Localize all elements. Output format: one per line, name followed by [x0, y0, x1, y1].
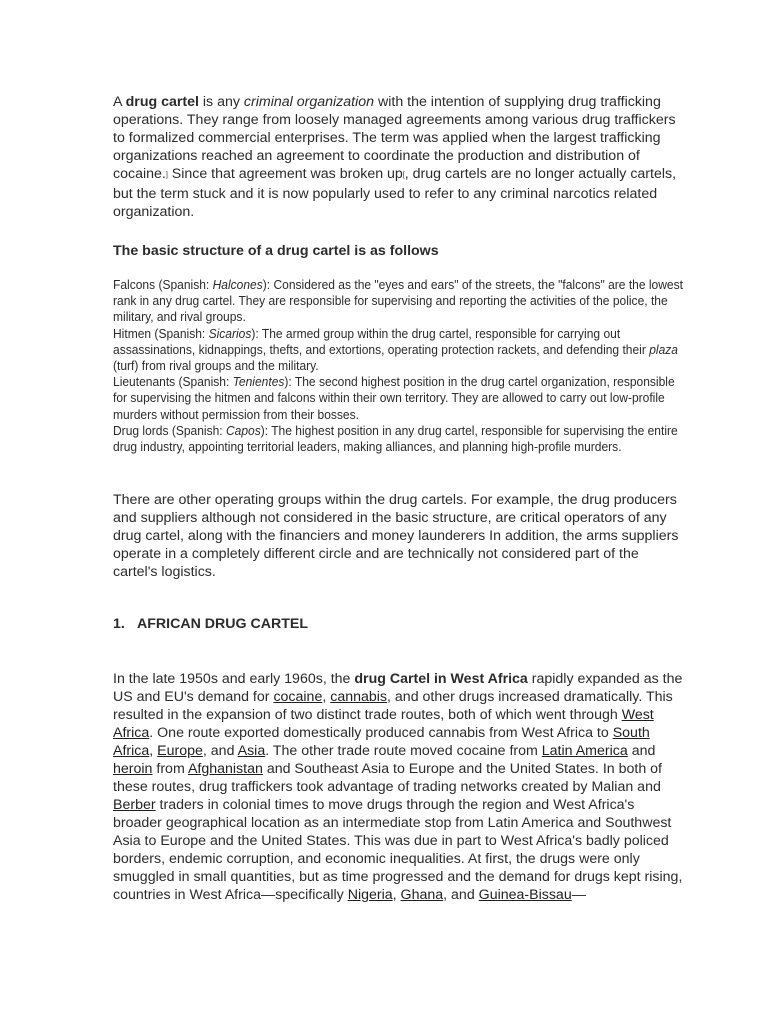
spanish-term: Tenientes	[232, 375, 285, 390]
text: . The other trade route moved cocaine from	[265, 743, 542, 759]
text: ,	[392, 887, 401, 903]
plaza-term: plaza	[649, 342, 678, 357]
link-asia[interactable]: Asia	[237, 743, 266, 759]
text: Since that agreement was broken up	[167, 166, 403, 182]
text: ,	[322, 689, 331, 705]
citation-mark: ]	[165, 172, 168, 179]
text: and Southeast Asia to Europe and the United States. In both of these routes, drug traffickers took advantage of trading networks created by Malian and	[113, 761, 662, 795]
text: , and	[443, 887, 479, 903]
text: Falcons (Spanish:	[113, 278, 213, 292]
text: traders in colonial times to move drugs through the region and West Africa's broader geographical location as an intermediate stop from Latin America and Southwest Asia to Europe and the United States. This was due in part to West Africa's badly policed borders, endemic corruption, and economic inequalities. At first, the drugs were only smuggled in small quantities, but as time progressed and the demand for drugs kept rising, countries in West Africa—specifically	[113, 797, 683, 903]
link-latin-america[interactable]: Latin America	[541, 743, 628, 759]
section-title: AFRICAN DRUG CARTEL	[137, 616, 309, 632]
text: Drug lords (Spanish:	[113, 423, 226, 438]
other-groups-paragraph: There are other operating groups within the drug cartels. For example, the drug producers and suppliers although not considered in the basic structure, are critical operators of any drug cartel, along with the financiers and money launderers In addition, the arms suppliers operate in a completely different circle and are technically not considered part of the cartel's logistics.	[113, 492, 679, 580]
link-berber[interactable]: Berber	[113, 797, 156, 813]
link-cannabis[interactable]: cannabis	[330, 689, 388, 705]
text: and	[627, 743, 656, 759]
link-cocaine[interactable]: cocaine	[273, 689, 323, 705]
spanish-term: Sicarios	[208, 326, 252, 341]
link-west-africa[interactable]: West Africa	[113, 707, 654, 741]
text: with the intention of supplying drug trafficking operations. They range from loosely managed agreements among various drug traffickers to formalized commercial enterprises. The term was applied when the largest trafficking organizations reached an agreement to coordinate the production and distribution of cocaine.	[113, 94, 676, 182]
text: ): The armed group within the drug cartel, responsible for carrying out assassinations, kidnappings, thefts, and extortions, operating protection rackets, and defending their	[113, 326, 650, 357]
link-heroin[interactable]: heroin	[113, 761, 153, 777]
role-drug-lords	[113, 423, 686, 455]
text: In the late 1950s and early 1960s, the	[113, 671, 355, 687]
structure-heading: The basic structure of a drug cartel is as follows	[113, 243, 439, 259]
text: , and	[202, 743, 238, 759]
link-afghanistan[interactable]: Afghanistan	[187, 761, 263, 777]
citation-mark: [	[402, 172, 405, 179]
text: ): Considered as the "eyes and ears" of the streets, the "falcons" are the lowest rank in any drug cartel. They are responsible for supervising and reporting the activities of the police, the military, and rival groups.	[113, 278, 683, 325]
text: A	[113, 94, 126, 110]
text: rapidly expanded as the US and EU's demand for	[113, 671, 683, 705]
west-africa-cartel-term: drug Cartel in West Africa	[354, 671, 528, 687]
link-ghana[interactable]: Ghana	[400, 887, 444, 903]
text: is any	[198, 94, 244, 110]
link-nigeria[interactable]: Nigeria	[347, 887, 393, 903]
link-guinea-bissau[interactable]: Guinea-Bissau	[478, 887, 572, 903]
text: ): The highest position in any drug cartel, responsible for supervising the entire drug industry, appointing territorial leaders, making alliances, and planning high-profile murders.	[113, 423, 678, 455]
african-cartel-paragraph	[113, 670, 683, 904]
text: , and other drugs increased dramatically. This resulted in the expansion of two distinct trade routes, both of which went through	[113, 689, 673, 723]
text: , drug cartels are no longer actually cartels, but the term stuck and it is now popularly used to refer to any criminal narcotics related organization.	[113, 166, 677, 220]
section-heading-african-drug-cartel	[113, 616, 683, 632]
spanish-term: Halcones	[212, 278, 263, 292]
section-number: 1.	[113, 616, 125, 632]
link-south-africa[interactable]: South Africa	[113, 725, 650, 759]
spanish-term: Capos	[225, 423, 261, 438]
role-hitmen	[113, 326, 686, 375]
text: . One route exported domestically produced cannabis from West Africa to	[149, 725, 613, 741]
role-lieutenants	[113, 374, 686, 423]
text: ,	[149, 743, 158, 759]
drug-cartel-term: drug cartel	[125, 94, 199, 110]
text: ): The second highest position in the drug cartel organization, responsible for supervising the hitmen and falcons within their own territory. They are allowed to carry out low-profile murders without permission from their bosses.	[113, 375, 675, 422]
link-europe[interactable]: Europe	[157, 743, 203, 759]
text: from	[152, 761, 188, 777]
text: (turf) from rival groups and the military.	[113, 359, 319, 374]
criminal-organization-term: criminal organization	[243, 94, 375, 110]
text: Hitmen (Spanish:	[113, 326, 209, 341]
role-falcons	[113, 277, 686, 326]
intro-paragraph	[113, 93, 683, 221]
text: —	[571, 887, 586, 903]
roles-list	[113, 277, 683, 455]
text: Lieutenants (Spanish:	[113, 375, 233, 390]
